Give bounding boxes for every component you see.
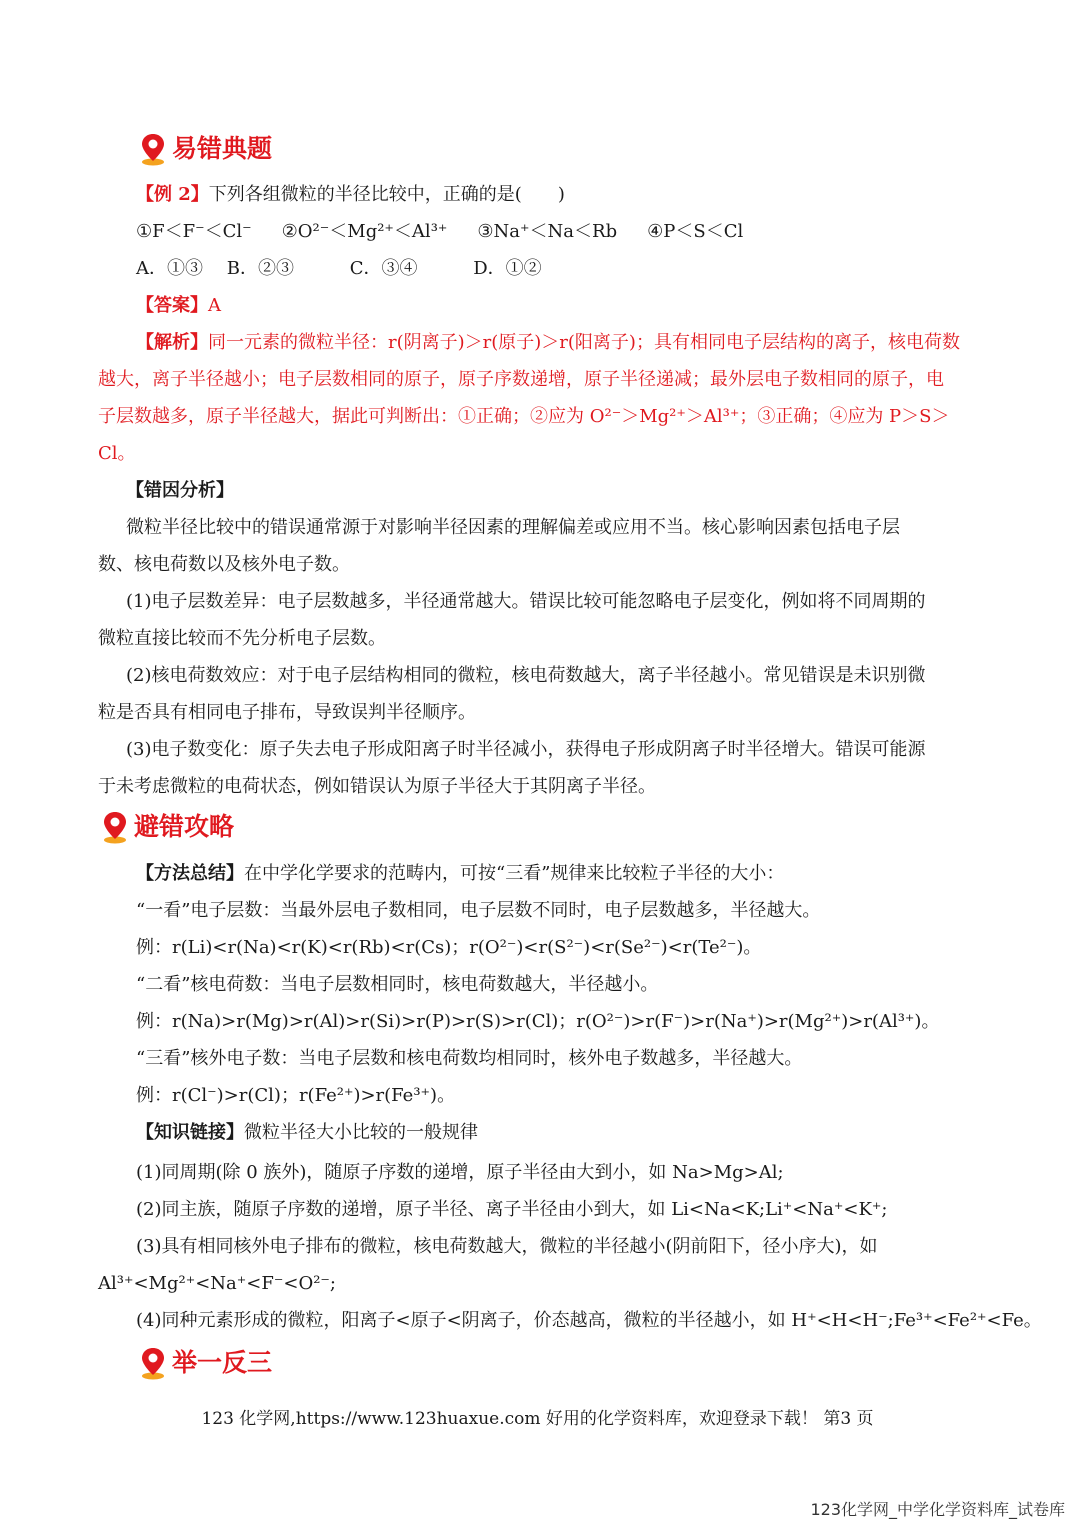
method-line: “二看”核电荷数：当电子层数相同时，核电荷数越大，半径越小。 <box>136 974 659 995</box>
method-line: “一看”电子层数：当最外层电子数相同，电子层数不同时，电子层数越多，半径越大。 <box>136 900 821 921</box>
paragraph-line: (2)核电荷数效应：对于电子层结构相同的微粒，核电荷数越大，离子半径越小。常见错误是未识别微 <box>126 665 926 686</box>
method-label: 【方法总结】 <box>136 863 244 884</box>
analysis-text: 同一元素的微粒半径：r(阴离子)＞r(原子)＞r(阳离子)；具有相同电子层结构的离子，核电荷数 <box>208 332 960 353</box>
knowledge-line: (4)同种元素形成的微粒，阳离子<原子<阴离子，价态越高，微粒的半径越小，如 H⁺<H<H⁻;Fe³⁺<Fe²⁺<Fe。 <box>136 1310 1042 1331</box>
analysis-label: 【解析】 <box>136 332 208 353</box>
section-heading-practice <box>140 1346 272 1380</box>
answer-label: 【答案】 <box>136 295 208 316</box>
analysis-line: 越大，离子半径越小；电子层数相同的原子，原子序数递增，原子半径递减；最外层电子数相同的原子，电 <box>98 369 944 390</box>
example-item: ①F＜F⁻＜Cl⁻ <box>136 221 252 242</box>
option-a: A．①③ <box>136 258 203 279</box>
method-line: “三看”核外电子数：当电子层数和核电荷数均相同时，核外电子数越多，半径越大。 <box>136 1048 803 1069</box>
heading-text: 易错典题 <box>172 134 273 163</box>
example-question-text: 下列各组微粒的半径比较中，正确的是( ) <box>208 184 565 205</box>
example-item: ②O²⁻＜Mg²⁺＜Al³⁺ <box>281 221 448 242</box>
paragraph-line: 数、核电荷数以及核外电子数。 <box>98 554 350 575</box>
watermark: 123化学网_中学化学资料库_试卷库 <box>810 1500 1065 1519</box>
location-pin-icon <box>140 132 166 166</box>
analysis-line: Cl。 <box>98 443 136 464</box>
analysis-line: 子层数越多，原子半径越大，据此可判断出：①正确；②应为 O²⁻＞Mg²⁺＞Al³⁺；③正确；④应为 P＞S＞ <box>98 406 950 427</box>
paragraph-line: 微粒半径比较中的错误通常源于对影响半径因素的理解偏差或应用不当。核心影响因素包括电子层 <box>126 517 900 538</box>
knowledge-line: (2)同主族，随原子序数的递增，原子半径、离子半径由小到大，如 Li<Na<K;Li⁺<Na⁺<K⁺; <box>136 1199 888 1220</box>
paragraph-line: 微粒直接比较而不先分析电子层数。 <box>98 628 386 649</box>
paragraph-line: 粒是否具有相同电子排布，导致误判半径顺序。 <box>98 702 476 723</box>
location-pin-icon <box>102 810 128 844</box>
heading-text: 避错攻略 <box>134 812 235 841</box>
method-line: 例：r(Na)>r(Mg)>r(Al)>r(Si)>r(P)>r(S)>r(Cl)；r(O²⁻)>r(F⁻)>r(Na⁺)>r(Mg²⁺)>r(Al³⁺)。 <box>136 1011 940 1032</box>
example-label: 【例 2】 <box>136 184 209 205</box>
option-d: D．①② <box>473 258 542 279</box>
analysis-line <box>136 331 1016 355</box>
example-question <box>136 183 1016 207</box>
method-intro <box>136 862 1016 886</box>
section-heading-easy-errors <box>140 132 272 166</box>
answer-value: A <box>208 295 221 316</box>
page-footer: 123 化学网,https://www.123huaxue.com 好用的化学资料库，欢迎登录下载！ 第3 页 <box>201 1409 874 1429</box>
heading-text: 举一反三 <box>172 1348 273 1377</box>
example-options <box>136 257 1016 281</box>
knowledge-line: (3)具有相同核外电子排布的微粒，核电荷数越大，微粒的半径越小(阴前阳下，径小序大)，如 <box>136 1236 878 1257</box>
option-b: B．②③ <box>226 258 294 279</box>
method-line: 例：r(Cl⁻)>r(Cl)；r(Fe²⁺)>r(Fe³⁺)。 <box>136 1085 456 1106</box>
knowledge-line: (1)同周期(除 0 族外)，随原子序数的递增，原子半径由大到小，如 Na>Mg>Al; <box>136 1162 784 1183</box>
knowledge-label: 【知识链接】 <box>136 1122 244 1143</box>
method-intro-text: 在中学化学要求的范畴内，可按“三看”规律来比较粒子半径的大小： <box>244 863 785 884</box>
location-pin-icon <box>140 1346 166 1380</box>
paragraph-line: (3)电子数变化：原子失去电子形成阳离子时半径减小，获得电子形成阴离子时半径增大。错误可能源 <box>126 739 926 760</box>
knowledge-line: Al³⁺<Mg²⁺<Na⁺<F⁻<O²⁻; <box>98 1273 336 1294</box>
paragraph-line: (1)电子层数差异：电子层数越多，半径通常越大。错误比较可能忽略电子层变化，例如将不同周期的 <box>126 591 926 612</box>
error-analysis-label: 【错因分析】 <box>126 480 234 501</box>
method-line: 例：r(Li)<r(Na)<r(K)<r(Rb)<r(Cs)；r(O²⁻)<r(S²⁻)<r(Se²⁻)<r(Te²⁻)。 <box>136 937 762 958</box>
knowledge-intro-text: 微粒半径大小比较的一般规律 <box>244 1122 478 1143</box>
example-items <box>136 220 1016 244</box>
answer-line <box>136 294 1016 318</box>
section-heading-avoid-errors <box>102 810 234 844</box>
example-item: ③Na⁺＜Na＜Rb <box>477 221 618 242</box>
paragraph-line: 于未考虑微粒的电荷状态，例如错误认为原子半径大于其阴离子半径。 <box>98 776 656 797</box>
knowledge-intro <box>136 1121 1016 1145</box>
option-c: C．③④ <box>349 258 418 279</box>
example-item: ④P＜S＜Cl <box>647 221 744 242</box>
